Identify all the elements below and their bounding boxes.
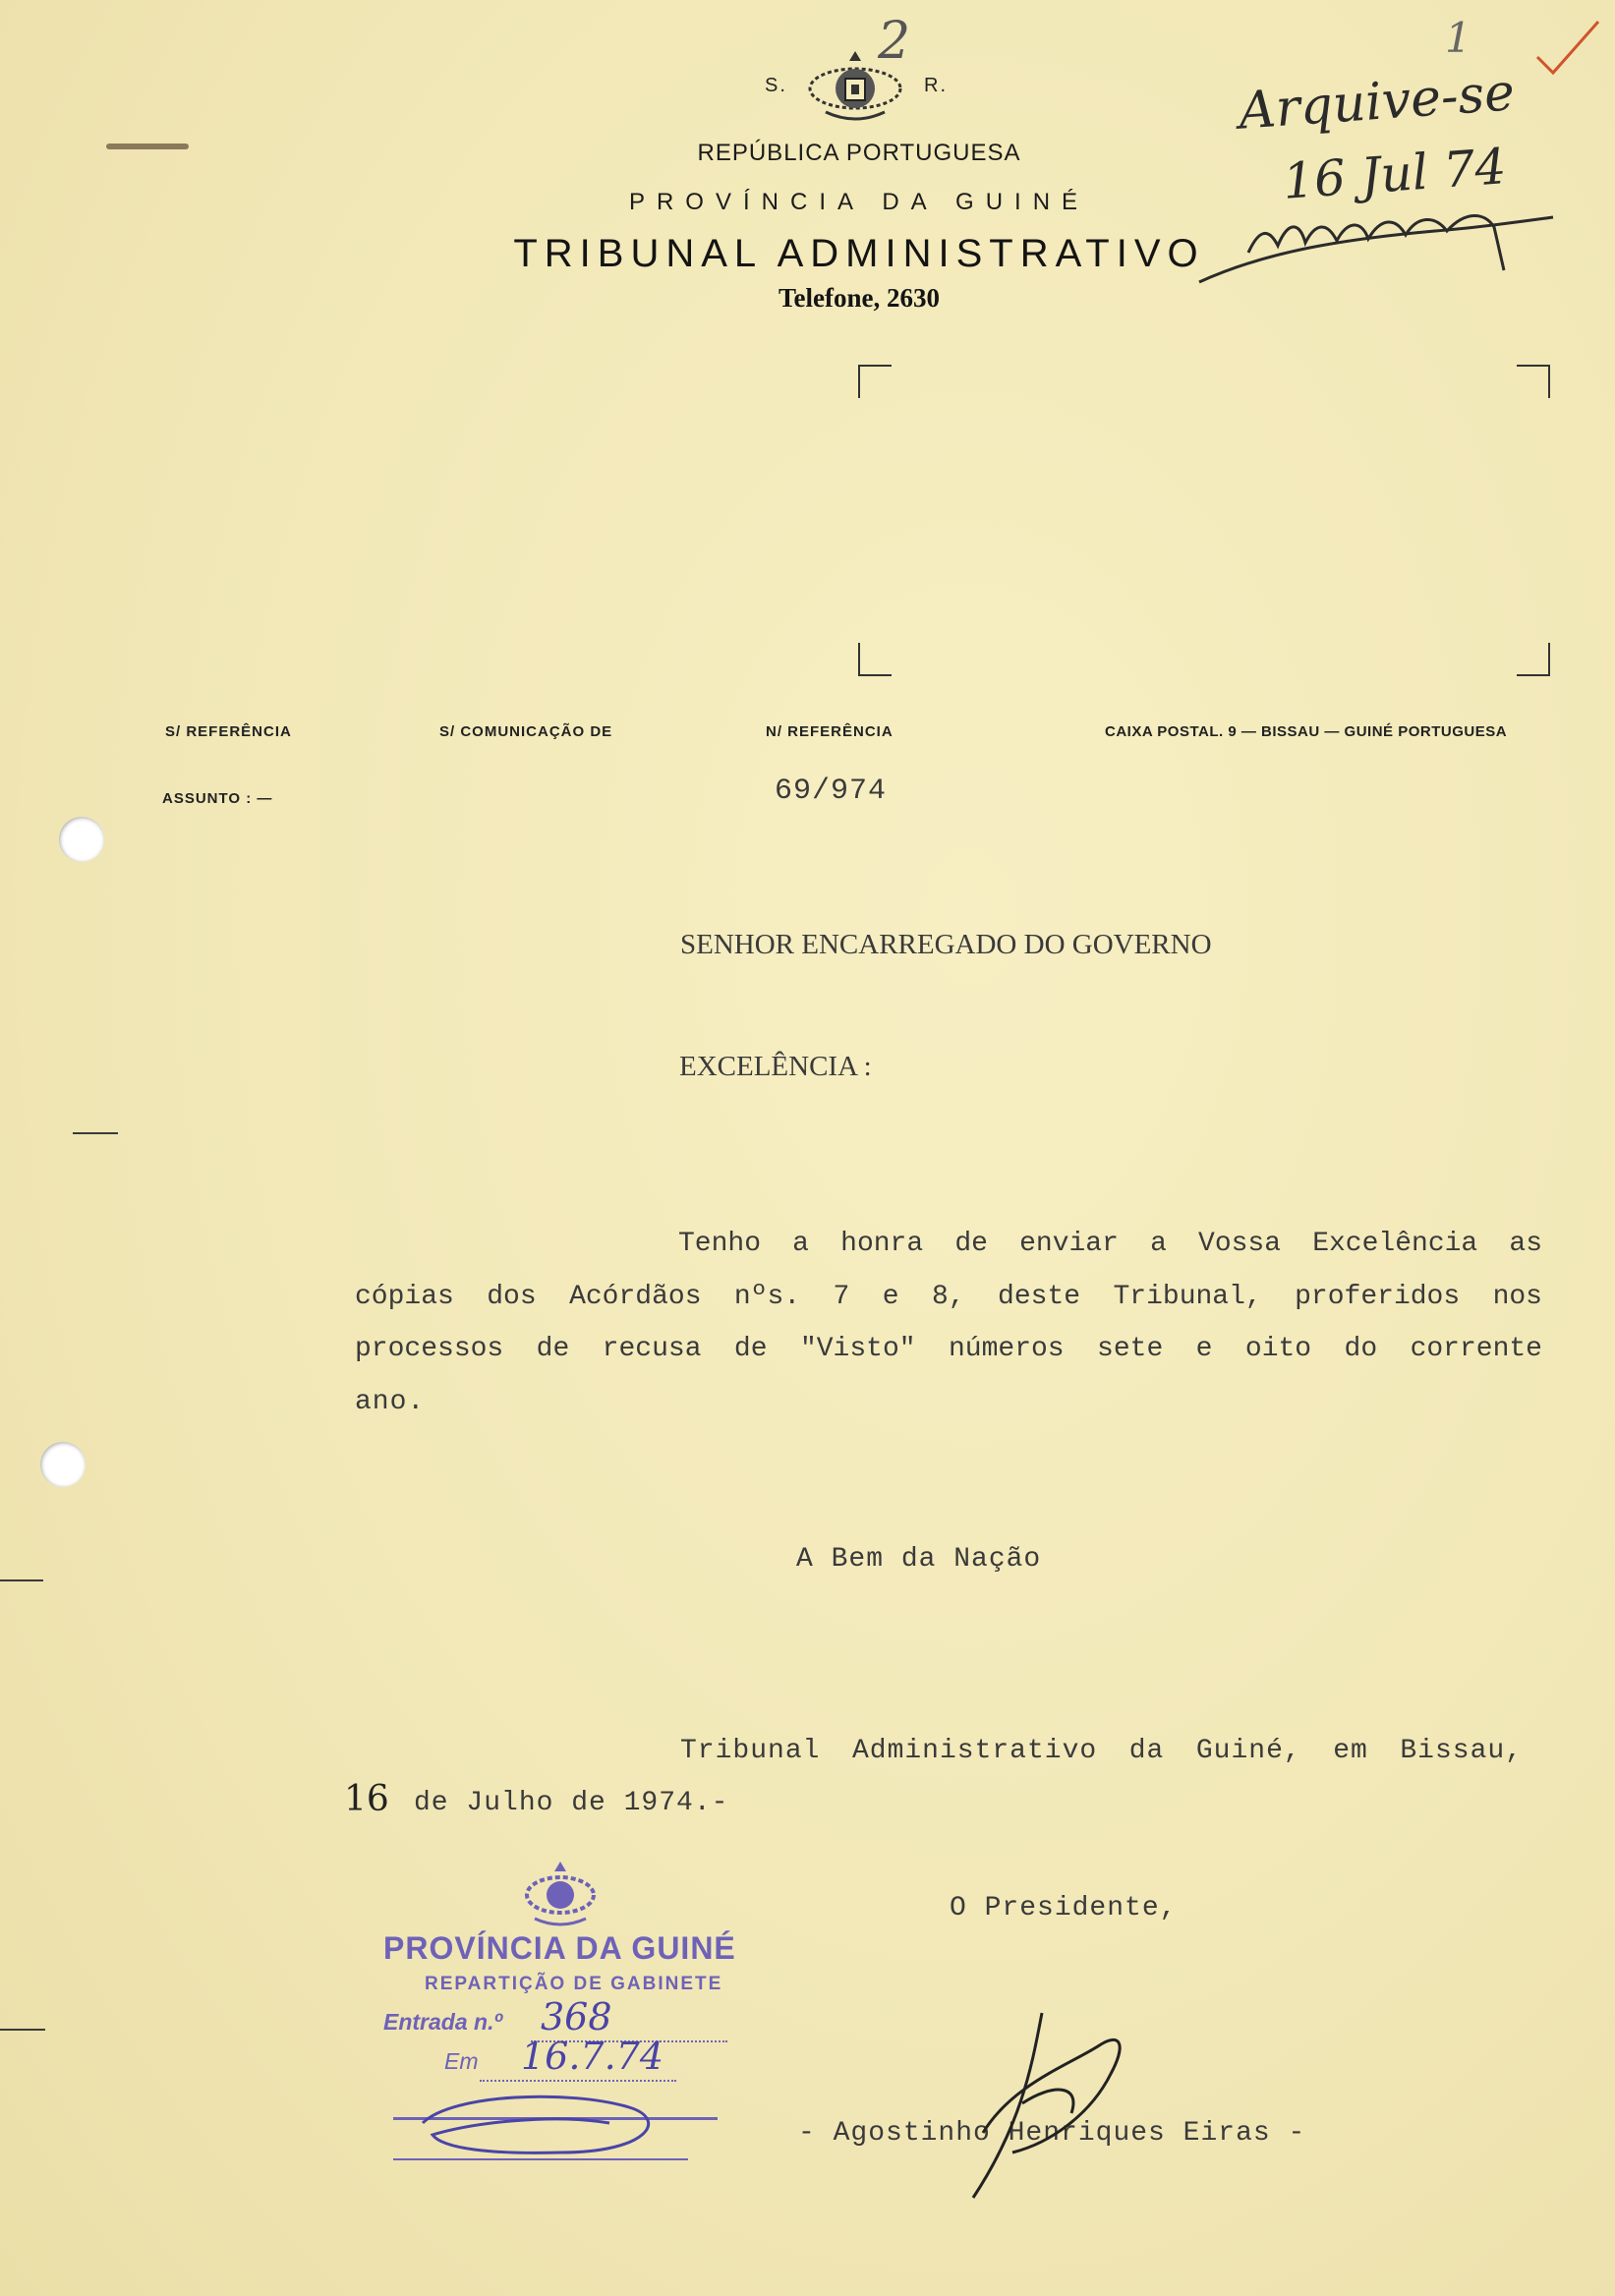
n-referencia-value: 69/974 <box>775 775 888 808</box>
punch-hole-upper <box>59 817 104 862</box>
margin-tick-2 <box>0 1579 43 1581</box>
stamp-line-2: REPARTIÇÃO DE GABINETE <box>425 1974 723 1994</box>
stamp-entrada-label: Entrada n.º <box>383 2009 502 2035</box>
margin-tick-3 <box>0 2029 45 2031</box>
addressee: SENHOR ENCARREGADO DO GOVERNO <box>680 929 1212 960</box>
date-day: 16 <box>344 1779 389 1819</box>
letterhead-phone: Telefone, 2630 <box>779 283 940 313</box>
n-referencia-label: N/ REFERÊNCIA <box>766 723 894 740</box>
s-referencia-label: S/ REFERÊNCIA <box>165 723 292 740</box>
letterhead-province: PROVÍNCIA DA GUINÉ <box>628 189 1090 215</box>
stamp-rule-bottom <box>393 2158 688 2160</box>
clip-mark <box>106 144 189 149</box>
stamp-emblem-icon <box>521 1856 600 1934</box>
address-window-corner-tr <box>1517 365 1550 398</box>
body-line-3: processos de recusa de "Visto" números sete e oito do corrente <box>355 1334 1542 1364</box>
body-line-4: ano. <box>355 1387 426 1417</box>
check-mark-icon <box>1533 18 1602 77</box>
signatory-name: - Agostinho Henriques Eiras - <box>798 2118 1306 2149</box>
stamp-em-label: Em <box>444 2048 479 2074</box>
salutation: EXCELÊNCIA : <box>679 1051 872 1082</box>
address-window-corner-tl <box>858 365 892 398</box>
s-comunicacao-label: S/ COMUNICAÇÃO DE <box>439 723 613 740</box>
assunto-label: ASSUNTO : — <box>162 790 273 807</box>
body-line-2: cópias dos Acórdãos nºs. 7 e 8, deste Tribunal, proferidos nos <box>355 1282 1542 1312</box>
signatory-title: O Presidente, <box>950 1893 1178 1923</box>
stamp-em-underline <box>480 2080 676 2082</box>
date-rest: de Julho de 1974.- <box>414 1788 729 1818</box>
president-signature <box>953 2005 1130 2202</box>
letterhead-right-initial: R. <box>924 75 948 96</box>
annotation-date: 16 Jul 74 <box>1281 138 1509 210</box>
closing: A Bem da Nação <box>796 1544 1042 1575</box>
stamp-line-1: PROVÍNCIA DA GUINÉ <box>383 1930 736 1966</box>
letterhead-country: REPÚBLICA PORTUGUESA <box>697 140 1021 166</box>
coat-of-arms-icon <box>806 47 904 126</box>
margin-tick-1 <box>73 1132 118 1134</box>
stamp-em-value: 16.7.74 <box>521 2035 664 2078</box>
address-window-corner-bl <box>858 643 892 676</box>
letterhead-institution: TRIBUNAL ADMINISTRATIVO <box>513 232 1205 275</box>
stamp-initials <box>413 2084 688 2162</box>
letterhead-left-initial: S. <box>765 75 787 96</box>
place-line: Tribunal Administrativo da Guiné, em Bissau, <box>680 1736 1523 1766</box>
stamp-entrada-value: 368 <box>541 1995 612 2038</box>
caixa-postal-label: CAIXA POSTAL. 9 — BISSAU — GUINÉ PORTUGUESA <box>1105 723 1508 740</box>
folio-number: 2 <box>878 12 911 71</box>
body-line-1: Tenho a honra de enviar a Vossa Excelência as <box>678 1229 1542 1259</box>
received-stamp <box>374 1848 767 2172</box>
archive-annotation: Arquive-se <box>1237 63 1517 142</box>
address-window-corner-br <box>1517 643 1550 676</box>
page-number: 1 <box>1445 14 1471 62</box>
punch-hole-lower <box>40 1442 86 1487</box>
